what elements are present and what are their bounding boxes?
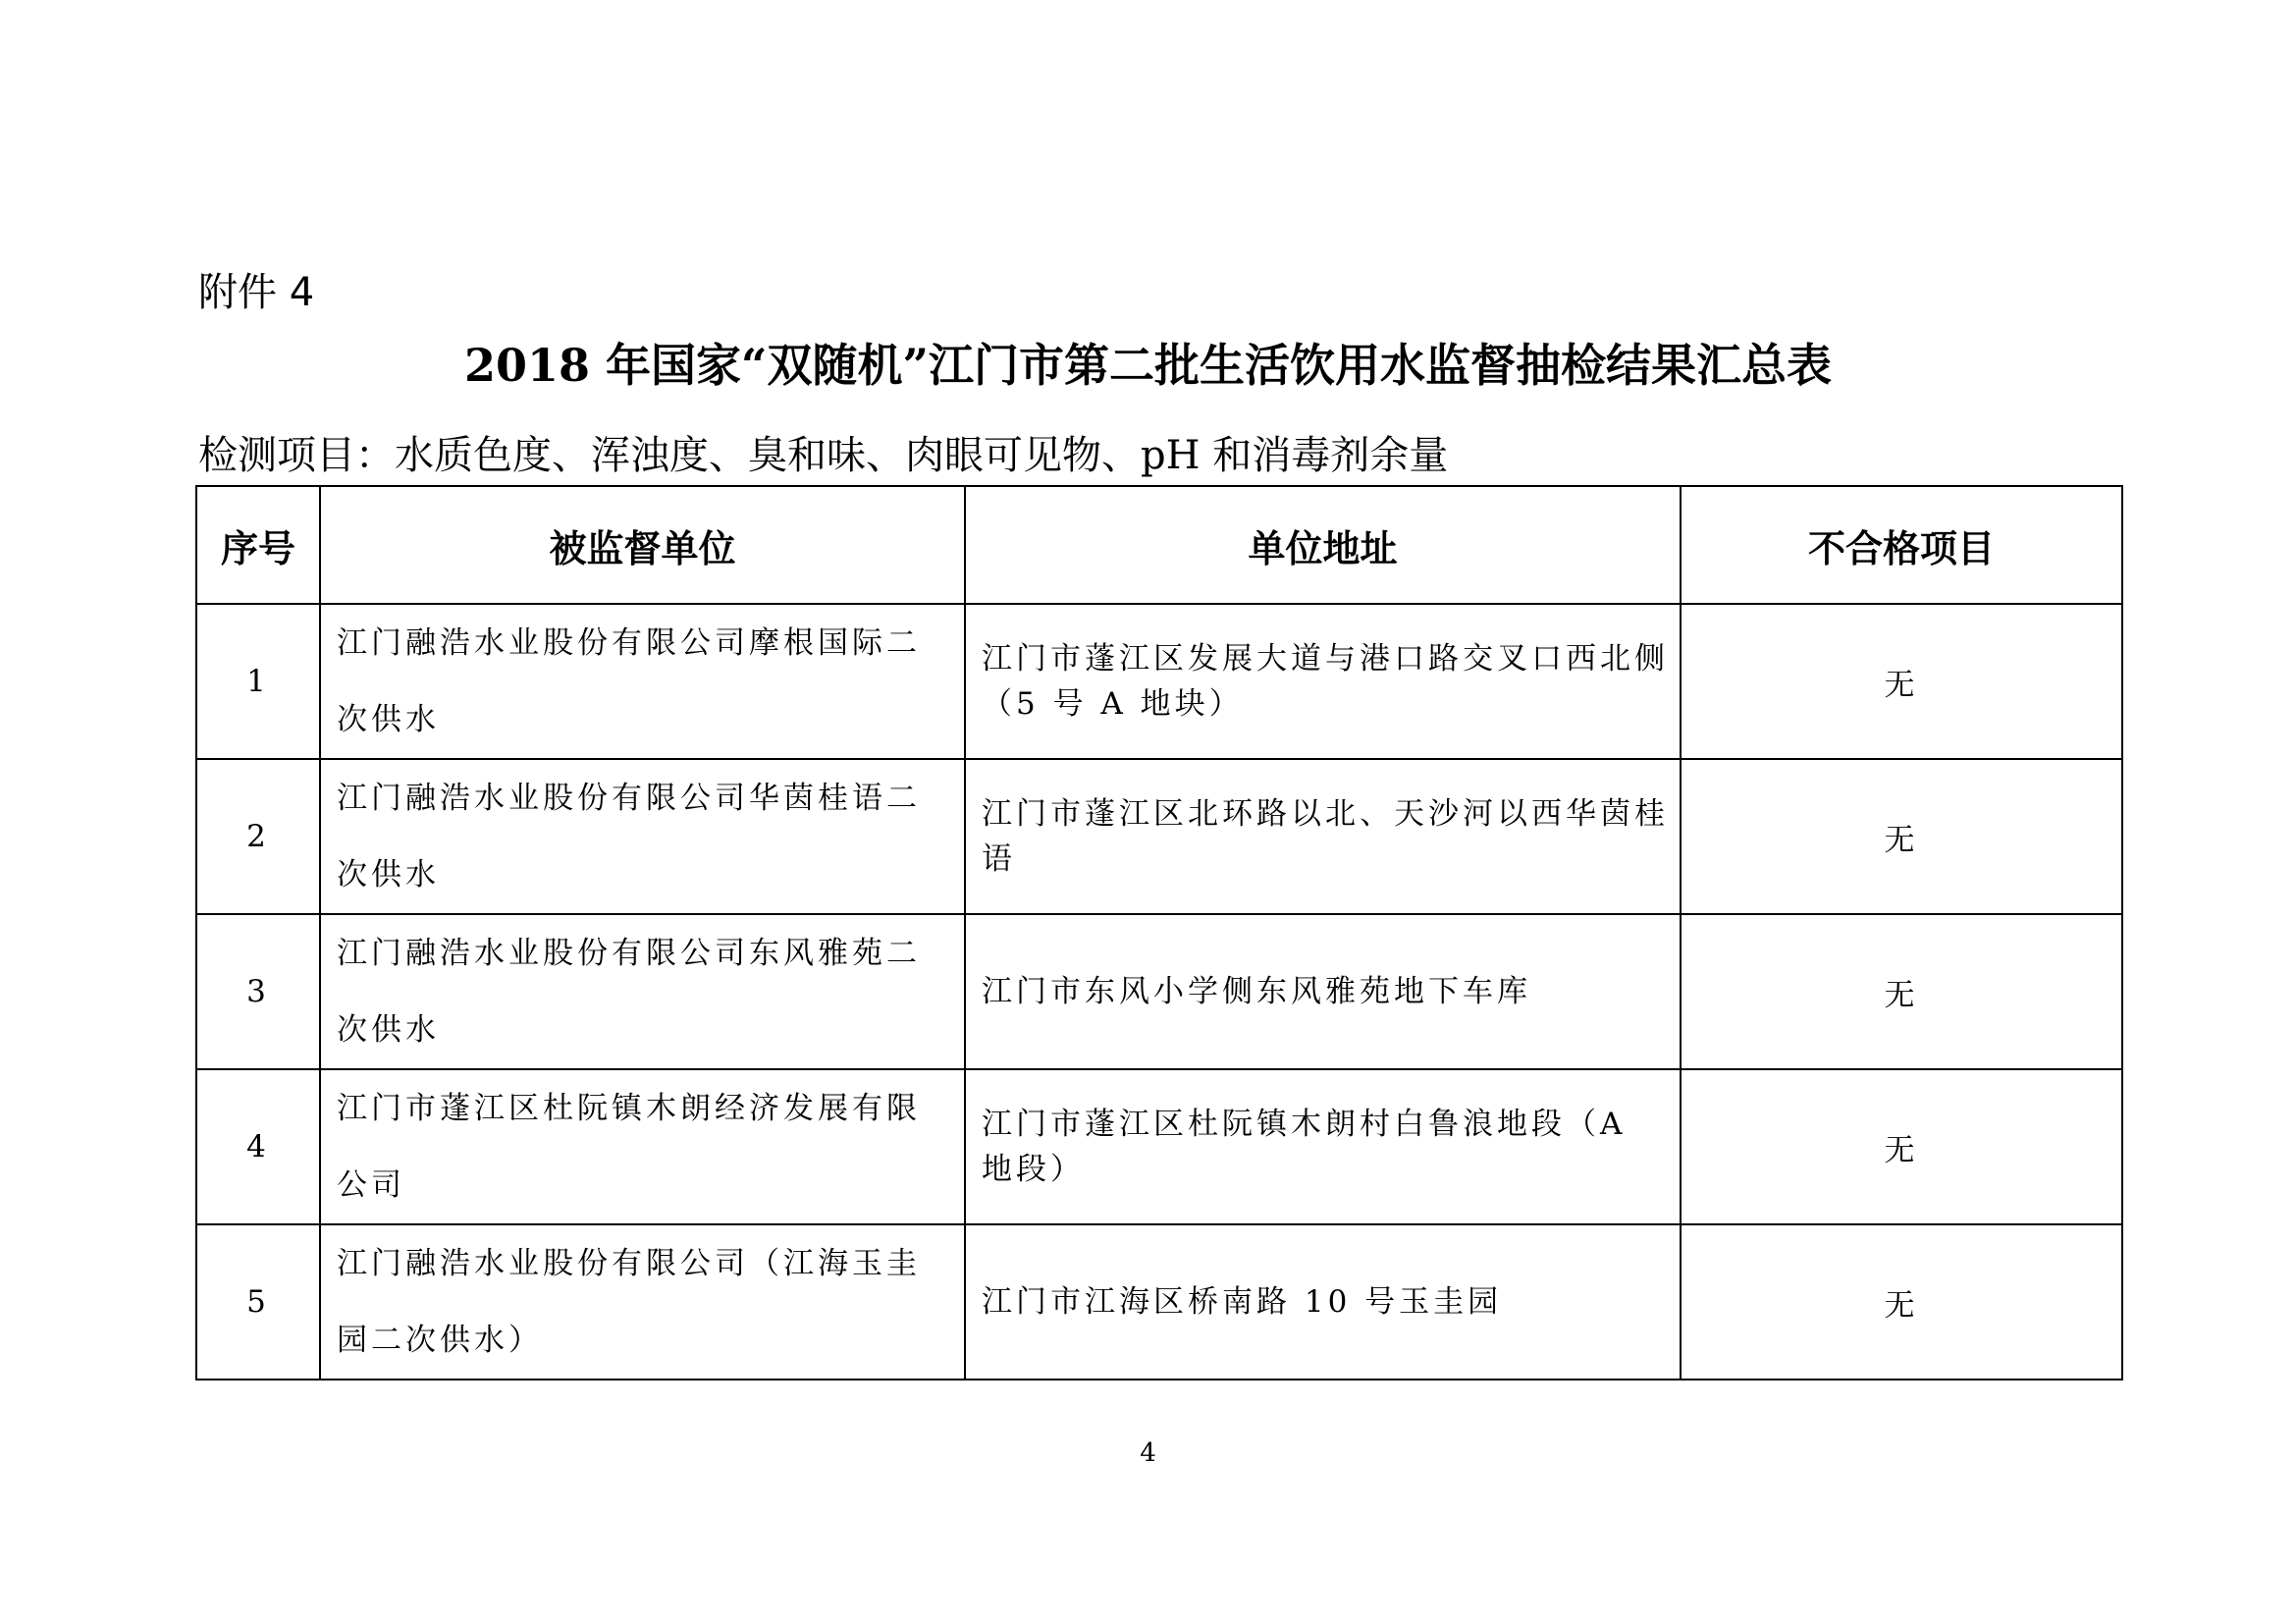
attachment-label: 附件 4 (198, 270, 315, 315)
header-seq: 序号 (196, 486, 320, 604)
row-failed-items: 无 (1681, 759, 2122, 914)
row-address: 江门市蓬江区发展大道与港口路交叉口西北侧（5 号 A 地块） (965, 604, 1681, 759)
page-title: 2018 年国家“双随机”江门市第二批生活饮用水监督抽检结果汇总表 (464, 339, 1832, 392)
row-failed-items: 无 (1681, 1224, 2122, 1380)
row-seq: 5 (196, 1224, 320, 1380)
row-seq: 4 (196, 1069, 320, 1224)
header-address: 单位地址 (965, 486, 1681, 604)
row-address: 江门市江海区桥南路 10 号玉圭园 (965, 1224, 1681, 1380)
row-unit: 江门融浩水业股份有限公司摩根国际二次供水 (320, 604, 965, 759)
row-address: 江门市蓬江区北环路以北、天沙河以西华茵桂语 (965, 759, 1681, 914)
header-failed-items: 不合格项目 (1681, 486, 2122, 604)
row-unit: 江门融浩水业股份有限公司华茵桂语二次供水 (320, 759, 965, 914)
row-unit: 江门市蓬江区杜阮镇木朗经济发展有限公司 (320, 1069, 965, 1224)
row-failed-items: 无 (1681, 1069, 2122, 1224)
row-seq: 2 (196, 759, 320, 914)
row-failed-items: 无 (1681, 914, 2122, 1069)
table-row (196, 1224, 2122, 1380)
row-seq: 1 (196, 604, 320, 759)
table-row (196, 759, 2122, 914)
row-address: 江门市蓬江区杜阮镇木朗村白鲁浪地段（A 地段） (965, 1069, 1681, 1224)
row-address: 江门市东风小学侧东风雅苑地下车库 (965, 914, 1681, 1069)
table-row (196, 604, 2122, 759)
table-row (196, 914, 2122, 1069)
header-unit: 被监督单位 (320, 486, 965, 604)
results-table (195, 485, 2123, 1380)
page-number: 4 (1140, 1438, 1156, 1468)
row-unit: 江门融浩水业股份有限公司（江海玉圭园二次供水） (320, 1224, 965, 1380)
row-seq: 3 (196, 914, 320, 1069)
row-unit: 江门融浩水业股份有限公司东风雅苑二次供水 (320, 914, 965, 1069)
table-row (196, 1069, 2122, 1224)
test-items-subtitle: 检测项目：水质色度、浑浊度、臭和味、肉眼可见物、pH 和消毒剂余量 (198, 433, 1449, 478)
table-header-row (196, 486, 2122, 604)
row-failed-items: 无 (1681, 604, 2122, 759)
